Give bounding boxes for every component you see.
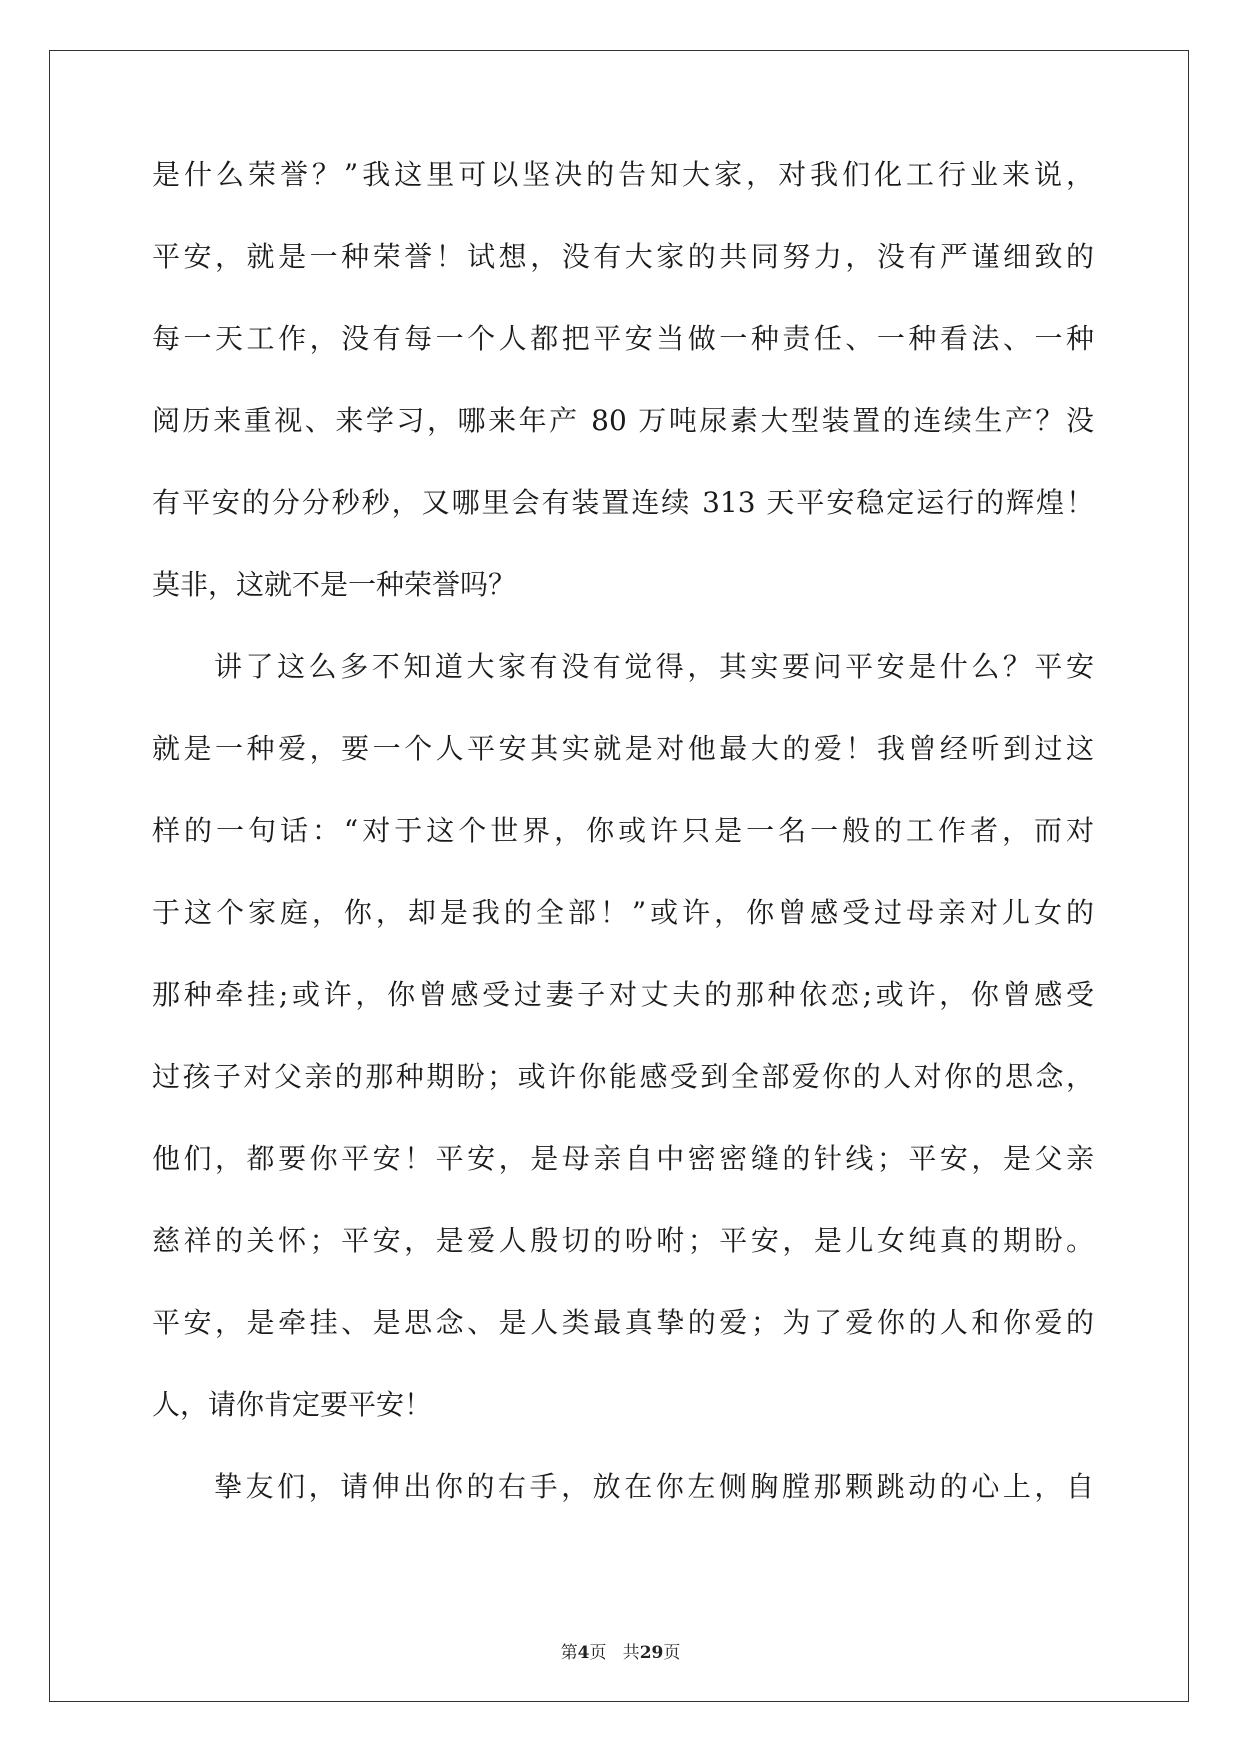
text-line: 就是一种爱，要一个人平安其实就是对他最大的爱！我曾经听到过这 [152, 732, 1094, 765]
footer-page-number: 4 [577, 1643, 590, 1663]
text-line: 挚友们，请伸出你的右手，放在你左侧胸膛那颗跳动的心上，自 [214, 1470, 1094, 1503]
text-line: 平安，是牵挂、是思念、是人类最真挚的爱；为了爱你的人和你爱的 [152, 1306, 1094, 1339]
page-footer [0, 1638, 1241, 1663]
text-line: 样的一句话：“对于这个世界，你或许只是一名一般的工作者，而对 [152, 814, 1094, 847]
text-line: 每一天工作，没有每一个人都把平安当做一种责任、一种看法、一种 [152, 322, 1094, 355]
text-line: 莫非，这就不是一种荣誉吗？ [152, 568, 517, 601]
document-body [152, 158, 1094, 1555]
footer-prefix: 第 [560, 1643, 578, 1663]
text-line: 讲了这么多不知道大家有没有觉得，其实要问平安是什么？平安 [214, 650, 1094, 683]
footer-middle: 页 共 [589, 1643, 640, 1663]
text-line: 他们，都要你平安！平安，是母亲自中密密缝的针线；平安，是父亲 [152, 1142, 1094, 1175]
footer-total-pages: 29 [639, 1643, 664, 1663]
text-line: 是什么荣誉？”我这里可以坚决的告知大家，对我们化工行业来说， [152, 158, 1094, 191]
text-line: 于这个家庭，你，却是我的全部！”或许，你曾感受过母亲对儿女的 [152, 896, 1094, 929]
text-line: 平安，就是一种荣誉！试想，没有大家的共同努力，没有严谨细致的 [152, 240, 1094, 273]
text-line: 阅历来重视、来学习，哪来年产 80 万吨尿素大型装置的连续生产？没 [152, 404, 1094, 437]
text-line: 人，请你肯定要平安！ [152, 1388, 433, 1421]
text-line: 有平安的分分秒秒，又哪里会有装置连续 313 天平安稳定运行的辉煌！ [152, 486, 1094, 519]
footer-suffix: 页 [663, 1643, 681, 1663]
text-line: 过孩子对父亲的那种期盼；或许你能感受到全部爱你的人对你的思念， [152, 1060, 1094, 1093]
text-line: 那种牵挂;或许，你曾感受过妻子对丈夫的那种依恋;或许，你曾感受 [152, 978, 1094, 1011]
text-line: 慈祥的关怀；平安，是爱人殷切的吩咐；平安，是儿女纯真的期盼。 [152, 1224, 1094, 1257]
